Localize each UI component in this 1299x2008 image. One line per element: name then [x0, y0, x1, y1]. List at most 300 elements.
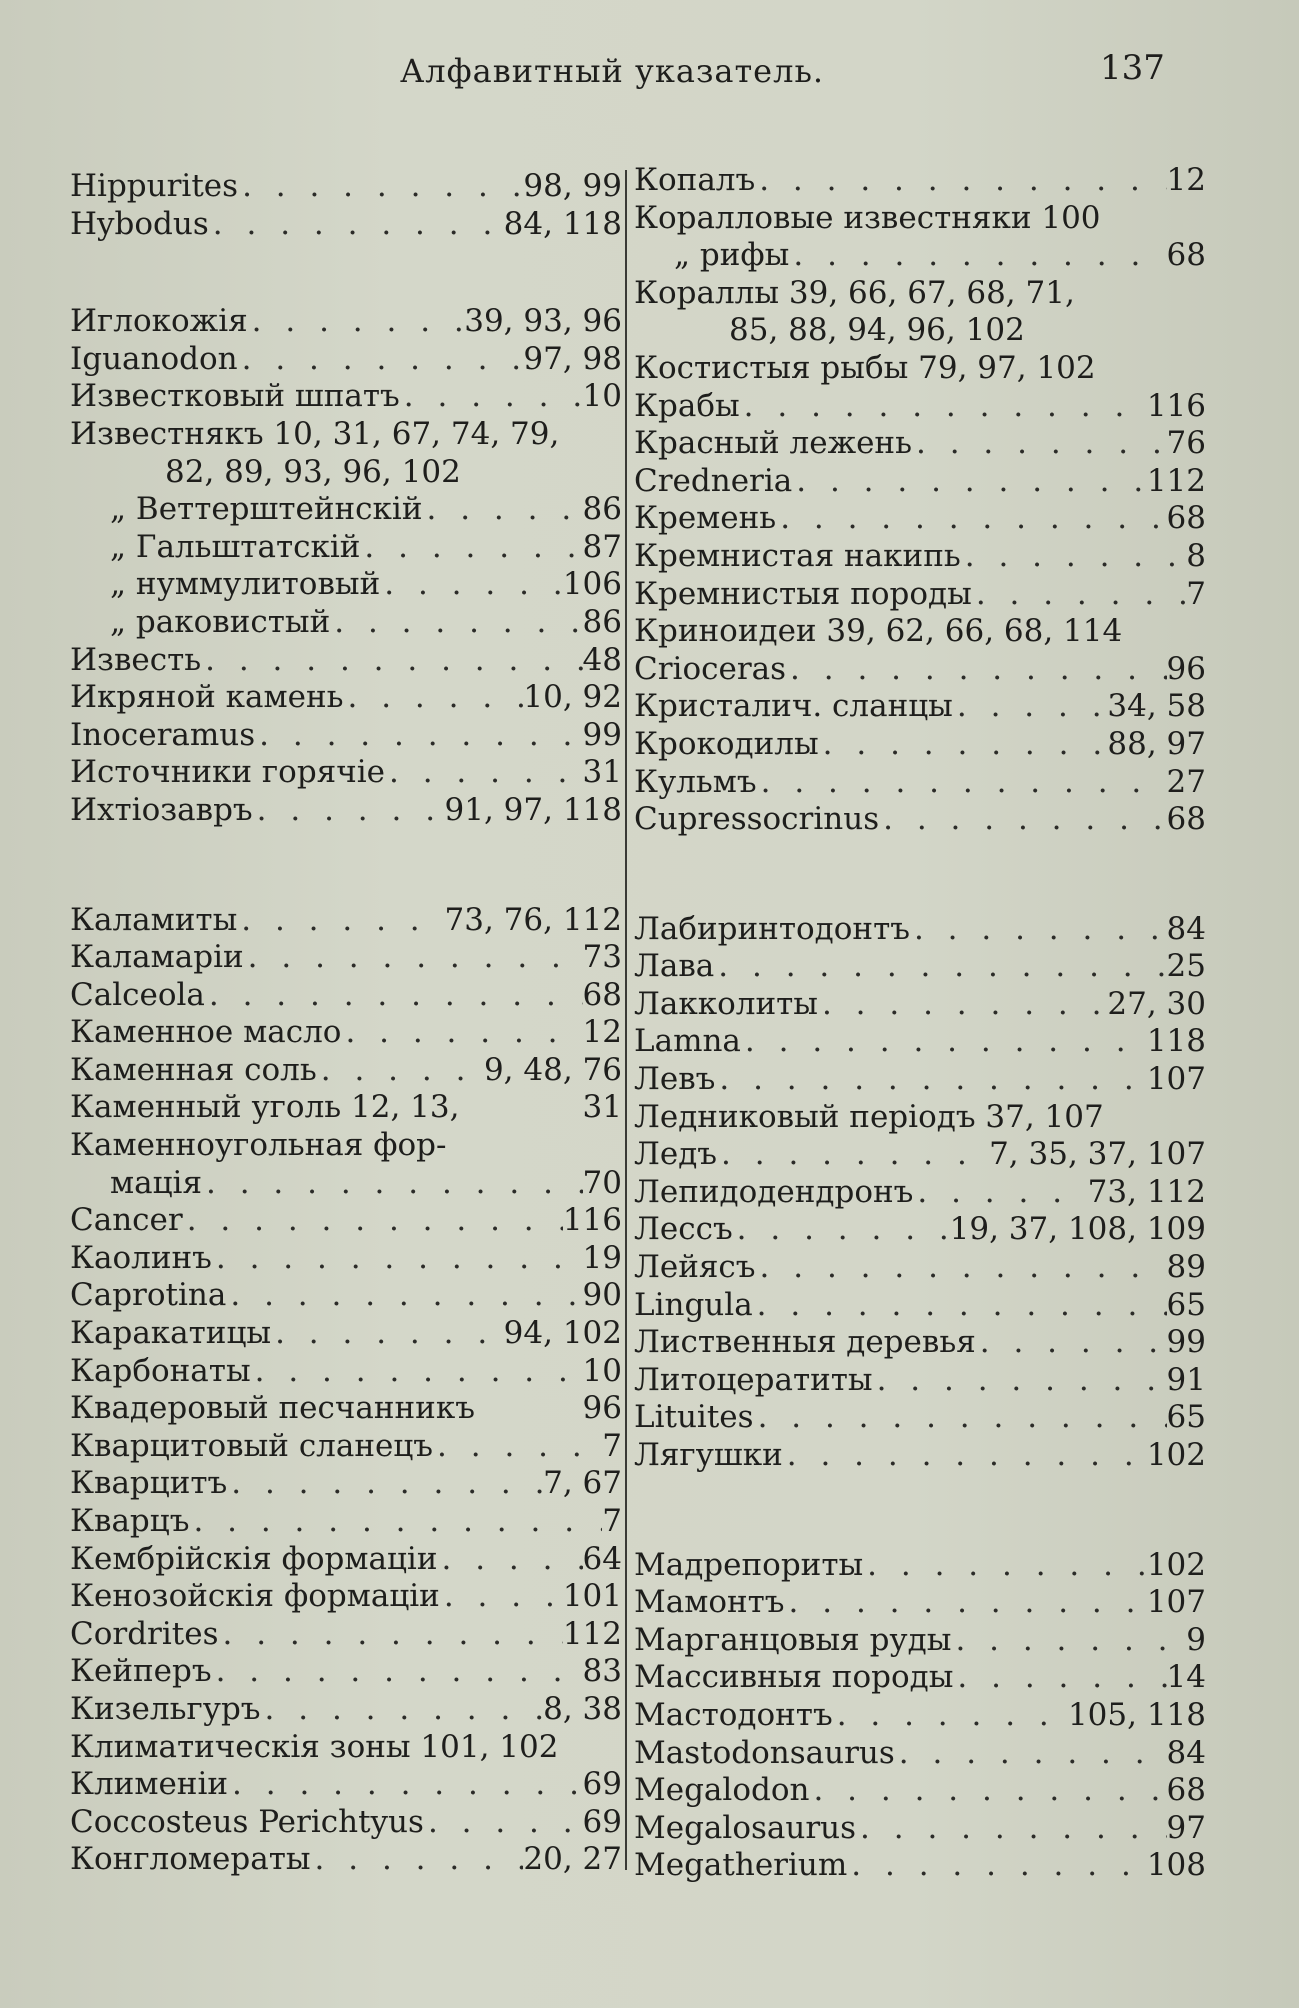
dot-leader: [226, 1277, 582, 1315]
index-term: Мамонтъ: [634, 1584, 785, 1621]
dot-leader: [976, 1324, 1167, 1362]
index-pages: 14: [1166, 1659, 1206, 1696]
index-entry: [70, 491, 622, 529]
index-term: Cancer: [70, 1202, 183, 1239]
index-entry: [70, 1052, 622, 1090]
index-pages: 34, 58: [1107, 688, 1206, 725]
index-entry: [634, 801, 1206, 839]
index-column-left: [70, 168, 622, 1879]
index-entry: [70, 1353, 622, 1391]
index-entry: [634, 1023, 1206, 1061]
index-entry: [634, 688, 1206, 726]
dot-leader: [237, 902, 444, 940]
index-term: Кремнистая накипь: [634, 537, 961, 574]
index-entry: [70, 754, 622, 792]
index-entry: [70, 1541, 622, 1579]
index-term: Климатическія зоны 101, 102: [70, 1728, 559, 1765]
index-term: Кораллы 39, 66, 67, 68, 71,: [634, 274, 1075, 311]
dot-leader: [789, 237, 1166, 275]
index-entry: [634, 1211, 1206, 1249]
index-entry: [70, 1127, 622, 1165]
index-entry: [634, 1735, 1206, 1773]
dot-leader: [972, 576, 1186, 614]
index-pages: 73, 76, 112: [444, 901, 622, 938]
index-entry: [70, 454, 622, 492]
index-pages: 10, 92: [523, 679, 622, 716]
index-term: Кремень: [634, 500, 777, 537]
index-pages: 25: [1166, 948, 1206, 985]
dot-leader: [255, 717, 582, 755]
index-entry: [634, 1697, 1206, 1735]
index-pages: 91: [1166, 1361, 1206, 1398]
index-term: Каламиты: [70, 901, 238, 938]
index-term: Левъ: [634, 1061, 716, 1098]
index-entry: [634, 350, 1206, 388]
index-pages: 102: [1146, 1437, 1206, 1473]
index-pages: 76: [1166, 425, 1206, 462]
index-entry: [634, 1174, 1206, 1212]
index-term: Кейперъ: [70, 1653, 212, 1690]
index-pages: 89: [1166, 1249, 1206, 1286]
index-entry: [634, 275, 1206, 313]
index-term: Квадеровый песчанникъ: [70, 1390, 475, 1427]
index-pages: 9: [1186, 1621, 1206, 1658]
index-entry: [634, 500, 1206, 538]
index-term: Икряной камень: [70, 679, 344, 716]
index-term: Ихтіозавръ: [70, 791, 253, 828]
index-entry: [70, 1841, 622, 1879]
index-entry: [70, 679, 622, 717]
index-pages: 69: [582, 1766, 622, 1803]
index-pages: 70: [582, 1164, 622, 1201]
index-entry: [70, 168, 622, 206]
index-term: Мастодонтъ: [634, 1696, 833, 1733]
index-pages: 88, 97: [1107, 725, 1206, 762]
index-entry: [70, 1202, 622, 1240]
index-term: Марганцовыя руды: [634, 1621, 952, 1658]
index-pages: 7, 35, 37, 107: [989, 1136, 1206, 1173]
index-term: Lamna: [634, 1023, 741, 1060]
index-term: Credneria: [634, 462, 793, 499]
dot-leader: [786, 651, 1167, 689]
index-term: Crioceras: [634, 650, 787, 687]
section-gap: [70, 243, 622, 303]
page-title: Алфавитный указатель.: [400, 52, 825, 90]
index-entry: [70, 1729, 622, 1767]
dot-leader: [253, 792, 445, 830]
index-entry: [70, 604, 622, 642]
index-entry: [70, 378, 622, 416]
dot-leader: [385, 754, 583, 792]
index-term: Cupressocrinus: [634, 801, 880, 838]
index-entry: [70, 303, 622, 341]
index-term: „ Гальштатскій: [110, 528, 361, 565]
index-pages: 27: [1166, 763, 1206, 800]
dot-leader: [341, 1014, 582, 1052]
dot-leader: [311, 1841, 524, 1879]
index-term: 82, 89, 93, 96, 102: [165, 453, 461, 490]
index-entry: [634, 1547, 1206, 1585]
index-pages: 73, 112: [1087, 1173, 1206, 1210]
index-pages: 7: [1186, 575, 1206, 612]
dot-leader: [863, 1547, 1147, 1585]
index-term: Ледниковый періодъ 37, 107: [634, 1098, 1104, 1135]
index-pages: 107: [1146, 1584, 1206, 1621]
index-term: Карбонаты: [70, 1352, 251, 1389]
index-entry: [634, 986, 1206, 1024]
dot-leader: [205, 977, 583, 1015]
index-term: Лейясъ: [634, 1249, 756, 1286]
index-entry: [70, 1503, 622, 1541]
dot-leader: [818, 986, 1107, 1024]
index-pages: 101: [562, 1578, 622, 1615]
index-pages: 7: [602, 1427, 622, 1464]
index-pages: 96: [582, 1390, 622, 1427]
index-term: Лягушки: [634, 1437, 783, 1473]
index-term: Coccosteus Perichtyus: [70, 1803, 424, 1840]
index-term: Каменный уголь 12, 13,: [70, 1089, 460, 1126]
dot-leader: [360, 529, 582, 567]
index-term: Крокодилы: [634, 725, 819, 762]
index-term: Кенозойскія формаціи: [70, 1578, 440, 1615]
dot-leader: [873, 1362, 1167, 1400]
index-term: Ледъ: [634, 1136, 718, 1173]
index-term: Лабиринтодонтъ: [634, 910, 910, 947]
index-entry: [70, 1653, 622, 1691]
index-entry: [634, 200, 1206, 238]
section-gap: [634, 839, 1206, 911]
index-entry: [70, 1240, 622, 1278]
index-entry: [634, 237, 1206, 275]
dot-leader: [330, 604, 582, 642]
index-pages: 10: [582, 1352, 622, 1389]
index-entry: [70, 977, 622, 1015]
dot-leader: [856, 1810, 1167, 1848]
index-pages: 12: [1166, 162, 1206, 198]
index-term: Кизельгуръ: [70, 1690, 261, 1727]
index-entry: [70, 1691, 622, 1729]
dot-leader: [792, 463, 1147, 501]
index-pages: 84: [1166, 1734, 1206, 1771]
index-pages: 108: [1146, 1847, 1206, 1884]
index-pages: 118: [1146, 1023, 1206, 1060]
index-term: Кварцъ: [70, 1503, 190, 1539]
index-term: Лава: [634, 948, 715, 985]
dot-leader: [228, 1766, 583, 1804]
dot-leader: [212, 1653, 583, 1691]
index-term: Массивныя породы: [634, 1659, 954, 1696]
index-entry: [70, 1804, 622, 1842]
index-entry: [634, 1099, 1206, 1137]
index-entry: [634, 613, 1206, 651]
dot-leader: [380, 566, 563, 604]
dot-leader: [913, 1174, 1087, 1212]
index-pages: 99: [582, 716, 622, 753]
index-entry: [70, 1766, 622, 1804]
dot-leader: [833, 1697, 1068, 1735]
dot-leader: [756, 1249, 1167, 1287]
index-entry: [634, 1847, 1206, 1885]
dot-leader: [895, 1735, 1167, 1773]
index-pages: 87: [582, 528, 622, 565]
dot-leader: [437, 1541, 582, 1579]
index-entry: [634, 1622, 1206, 1660]
index-pages: 31: [582, 1089, 622, 1126]
index-entry: [70, 1578, 622, 1616]
index-entry: [634, 463, 1206, 501]
index-entry: [634, 1810, 1206, 1848]
index-term: Каракатицы: [70, 1315, 272, 1352]
index-term: Кристалич. сланцы: [634, 688, 953, 725]
index-entry: [70, 1390, 622, 1428]
index-pages: 116: [1146, 387, 1206, 424]
dot-leader: [251, 1353, 583, 1391]
index-entry: [70, 341, 622, 379]
index-term: Megalodon: [634, 1772, 810, 1809]
dot-leader: [201, 642, 582, 680]
index-pages: 97: [1166, 1809, 1206, 1846]
index-pages: 86: [582, 491, 622, 528]
dot-leader: [740, 388, 1147, 426]
dot-leader: [183, 1202, 563, 1240]
dot-leader: [847, 1847, 1147, 1885]
index-entry: [70, 1277, 622, 1315]
index-entry: [634, 1584, 1206, 1622]
dot-leader: [715, 1061, 1146, 1099]
dot-leader: [400, 378, 583, 416]
dot-leader: [248, 303, 465, 341]
index-entry: [634, 1362, 1206, 1400]
index-entry: [634, 162, 1206, 200]
index-term: Иглокожія: [70, 303, 248, 340]
index-term: Кремнистыя породы: [634, 575, 972, 612]
index-term: Кульмъ: [634, 763, 757, 800]
index-entry: [70, 1165, 622, 1203]
index-term: Кварцитовый сланецъ: [70, 1427, 434, 1464]
index-entry: [70, 1616, 622, 1654]
index-term: Красный лежень: [634, 425, 912, 462]
index-term: Inoceramus: [70, 716, 256, 753]
index-term: 85, 88, 94, 96, 102: [729, 312, 1025, 349]
index-entry: [70, 566, 622, 604]
dot-leader: [238, 341, 524, 379]
index-term: Известь: [70, 641, 202, 678]
index-entry: [70, 902, 622, 940]
index-entry: [70, 939, 622, 977]
index-entry: [70, 529, 622, 567]
index-pages: 106: [562, 566, 622, 603]
index-pages: 8: [1186, 537, 1206, 574]
index-entry: [70, 792, 622, 830]
index-term: Клименіи: [70, 1766, 229, 1803]
dot-leader: [227, 1465, 543, 1503]
section-gap: [634, 1475, 1206, 1547]
index-pages: 86: [582, 603, 622, 640]
index-pages: 31: [582, 754, 622, 791]
index-pages: 94, 102: [503, 1315, 622, 1352]
index-pages: 12: [582, 1014, 622, 1051]
index-term: Lituites: [634, 1399, 754, 1436]
index-term: Hippurites: [70, 168, 239, 204]
dot-leader: [219, 1616, 563, 1654]
index-term: Каламаріи: [70, 939, 244, 976]
dot-leader: [753, 1287, 1167, 1325]
dot-leader: [440, 1578, 563, 1616]
index-entry: [70, 206, 622, 244]
index-term: Литоцератиты: [634, 1361, 873, 1398]
index-term: „ нуммулитовый: [110, 566, 381, 603]
index-column-right: [634, 162, 1206, 1885]
index-entry: [634, 1399, 1206, 1437]
dot-leader: [271, 1315, 504, 1353]
index-term: мація: [110, 1164, 203, 1201]
dot-leader: [433, 1428, 602, 1466]
index-pages: 27, 30: [1107, 985, 1206, 1022]
index-pages: 48: [582, 641, 622, 678]
dot-leader: [785, 1584, 1147, 1622]
index-pages: 116: [562, 1202, 622, 1239]
index-entry: [70, 1014, 622, 1052]
index-entry: [70, 642, 622, 680]
dot-leader: [961, 538, 1187, 576]
index-term: Копалъ: [634, 162, 756, 198]
dot-leader: [422, 491, 582, 529]
index-term: Каменная соль: [70, 1051, 317, 1088]
dot-leader: [238, 168, 523, 206]
page-header: [0, 48, 1299, 102]
index-pages: 90: [582, 1277, 622, 1314]
index-entry: [70, 416, 622, 454]
dot-leader: [953, 688, 1108, 726]
index-term: Криноидеи 39, 62, 66, 68, 114: [634, 613, 1123, 650]
index-pages: 84: [1166, 910, 1206, 947]
index-entry: [634, 948, 1206, 986]
index-pages: 20, 27: [523, 1841, 622, 1878]
index-entry: [634, 1061, 1206, 1099]
index-entry: [634, 1324, 1206, 1362]
index-pages: 84, 118: [503, 205, 622, 242]
page-number: 137: [1100, 48, 1165, 88]
index-entry: [634, 764, 1206, 802]
dot-leader: [776, 500, 1166, 538]
index-term: Мадрепориты: [634, 1546, 864, 1583]
index-term: Каменноугольная фор-: [70, 1127, 447, 1164]
index-entry: [634, 911, 1206, 949]
index-term: Конгломераты: [70, 1841, 311, 1878]
index-term: Кембрійскія формаціи: [70, 1540, 438, 1577]
dot-leader: [912, 425, 1167, 463]
dot-leader: [819, 726, 1108, 764]
index-term: Caprotina: [70, 1277, 227, 1314]
index-entry: [634, 425, 1206, 463]
index-term: Mastodonsaurus: [634, 1734, 895, 1771]
index-pages: 65: [1166, 1286, 1206, 1323]
dot-leader: [809, 1772, 1166, 1810]
dot-leader: [953, 1659, 1166, 1697]
index-term: Megatherium: [634, 1847, 848, 1884]
dot-leader: [741, 1023, 1147, 1061]
index-pages: 68: [1166, 1772, 1206, 1809]
index-pages: 112: [1146, 462, 1206, 499]
dot-leader: [714, 948, 1166, 986]
index-term: Megalosaurus: [634, 1809, 857, 1846]
index-pages: 107: [1146, 1061, 1206, 1098]
index-term: Каменное масло: [70, 1014, 342, 1051]
index-entry: [634, 538, 1206, 576]
index-pages: 97, 98: [523, 340, 622, 377]
index-pages: 112: [562, 1615, 622, 1652]
index-entry: [70, 1428, 622, 1466]
dot-leader: [754, 1399, 1167, 1437]
index-term: Крабы: [634, 387, 740, 424]
index-term: Calceola: [70, 976, 205, 1013]
dot-leader: [910, 911, 1167, 949]
index-pages: 19, 37, 108, 109: [949, 1211, 1206, 1248]
dot-leader: [209, 206, 504, 244]
index-pages: 7: [602, 1503, 622, 1539]
index-term: Iguanodon: [70, 340, 238, 377]
index-entry: [634, 1136, 1206, 1174]
index-pages: 10: [582, 378, 622, 415]
index-term: „ раковистый: [110, 603, 331, 640]
index-pages: 91, 97, 118: [444, 791, 622, 828]
index-term: Lingula: [634, 1286, 753, 1323]
index-term: Известковый шпатъ: [70, 378, 400, 415]
dot-leader: [757, 764, 1167, 802]
index-term: Каолинъ: [70, 1239, 212, 1276]
index-term: „ Веттерштейнскій: [110, 491, 423, 528]
index-pages: 64: [582, 1540, 622, 1577]
index-entry: [634, 651, 1206, 689]
index-term: Cordrites: [70, 1615, 219, 1652]
index-term: Лепидодендронъ: [634, 1173, 914, 1210]
section-gap: [70, 830, 622, 902]
index-entry: [634, 1659, 1206, 1697]
index-pages: 39, 93, 96: [464, 303, 622, 340]
index-entry: [70, 1315, 622, 1353]
index-entry: [634, 1437, 1206, 1475]
index-term: Лакколиты: [634, 985, 818, 1022]
dot-leader: [189, 1503, 602, 1541]
index-entry: [70, 1089, 622, 1127]
index-pages: 68: [1166, 500, 1206, 537]
dot-leader: [783, 1437, 1147, 1475]
index-entry: [634, 388, 1206, 426]
index-pages: 7, 67: [543, 1465, 622, 1502]
dot-leader: [344, 679, 524, 717]
dot-leader: [755, 162, 1166, 200]
index-term: Лиственныя деревья: [634, 1324, 976, 1361]
index-term: Известнякъ 10, 31, 67, 74, 79,: [70, 415, 560, 452]
index-entry: [634, 576, 1206, 614]
dot-leader: [879, 801, 1166, 839]
index-pages: 19: [582, 1239, 622, 1276]
index-pages: 73: [582, 939, 622, 976]
index-term: Кварцитъ: [70, 1465, 228, 1502]
dot-leader: [244, 939, 583, 977]
index-entry: [634, 1249, 1206, 1287]
index-pages: 102: [1146, 1546, 1206, 1583]
dot-leader: [424, 1804, 583, 1842]
index-entry: [634, 1287, 1206, 1325]
index-entry: [634, 312, 1206, 350]
index-pages: 68: [1166, 801, 1206, 838]
dot-leader: [733, 1211, 950, 1249]
dot-leader: [317, 1052, 484, 1090]
index-pages: 8, 38: [543, 1690, 622, 1727]
index-term: Костистыя рыбы 79, 97, 102: [634, 349, 1096, 386]
dot-leader: [202, 1165, 583, 1203]
